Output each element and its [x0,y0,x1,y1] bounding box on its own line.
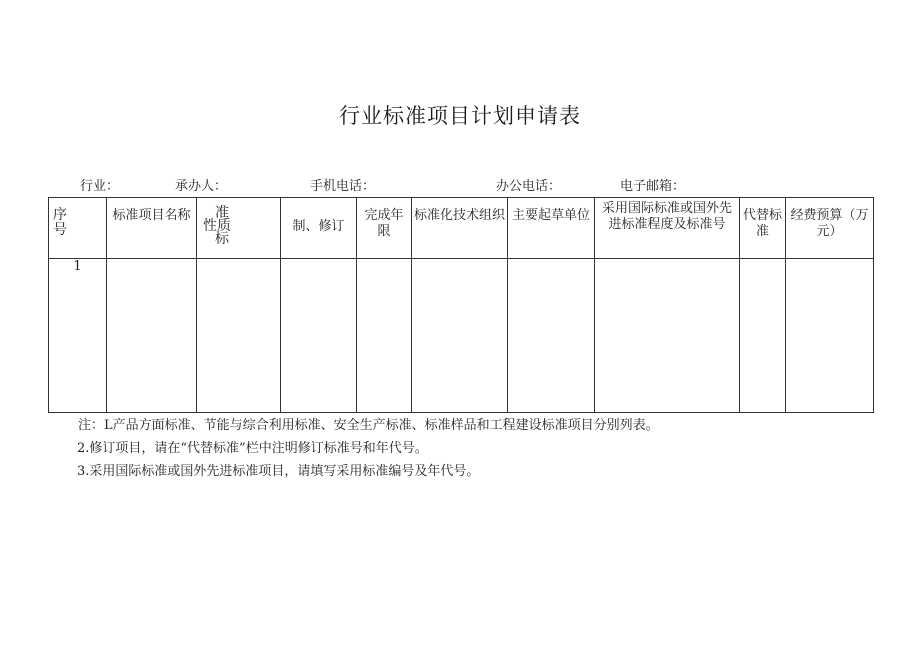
row-period-cell[interactable] [357,259,412,413]
row-revise-cell[interactable] [281,259,357,413]
note-3: 3.采用国际标准或国外先进标准项目，请填写采用标准编号及年代号。 [77,464,480,479]
email-label: 电子邮箱： [620,179,686,194]
row-drafter-cell[interactable] [508,259,595,413]
office-phone-label: 办公电话： [496,179,562,194]
note-1: 注：L产品方面标准、节能与综合利用标准、安全生产标准、标准样品和工程建设标准项目分别列表。 [78,418,659,433]
header-budget: 经费预算（万元） [786,198,874,259]
industry-label: 行业： [80,179,120,194]
table-header-row [49,198,874,259]
note-2: 2.修订项目，请在“代替标准”栏中注明修订标准号和年代号。 [77,441,428,456]
row-seq: 1 [49,259,107,413]
handler-label: 承办人： [175,179,228,194]
header-adoption: 采用国际标准或国外先进标准程度及标准号 [595,198,740,259]
row-committee-cell[interactable] [412,259,508,413]
header-seq-line1: 序 [53,207,67,223]
header-name: 标准项目名称 [107,198,197,259]
header-nature-line2: 性质 [203,218,231,234]
header-nature-line1: 准 [215,205,229,221]
row-nature-cell[interactable] [197,259,281,413]
row-name-cell[interactable] [107,259,197,413]
header-replace: 代替标准 [740,198,786,259]
header-period: 完成年限 [357,198,412,259]
row-budget-cell[interactable] [786,259,874,413]
header-nature-line3: 标 [215,231,229,247]
application-table [48,197,874,413]
mobile-label: 手机电话： [310,179,376,194]
table-row [49,259,874,413]
page-title: 行业标准项目计划申请表 [339,104,581,128]
header-nature [197,198,281,259]
header-committee: 标准化技术组织 [412,198,508,259]
notes-section [78,414,659,483]
header-seq-line2: 号 [53,222,67,238]
row-adoption-cell[interactable] [595,259,740,413]
header-seq [49,198,107,259]
row-replace-cell[interactable] [740,259,786,413]
header-drafter: 主要起草单位 [508,198,595,259]
header-revise: 制、修订 [281,198,357,259]
